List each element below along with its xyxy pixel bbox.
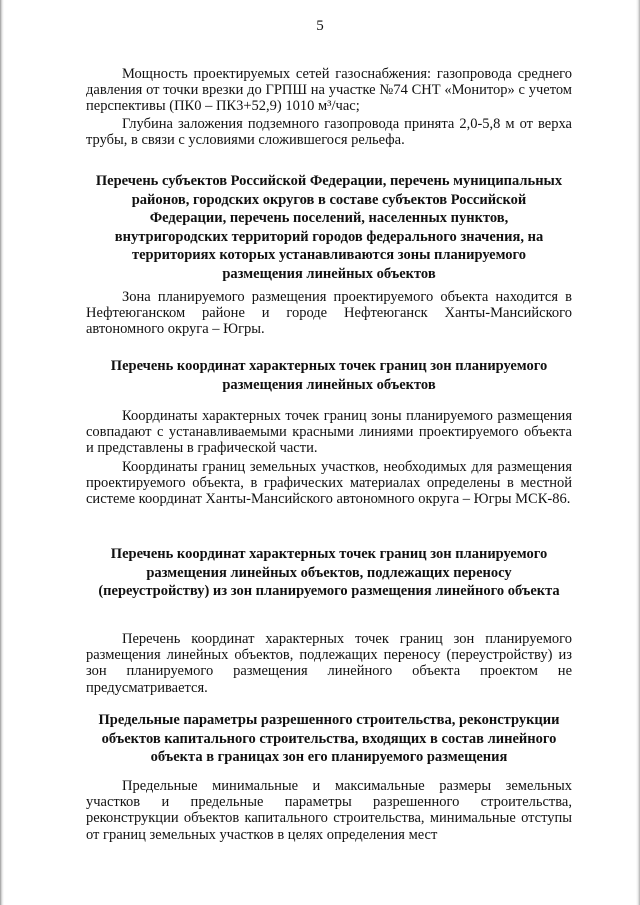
land-plots-paragraph: Координаты границ земельных участков, необходимых для размещения проектируемого объекта, в графических материалах определены в местной системе координат Ханты-Мансийского автономного округа – Югры МСК-86. bbox=[86, 459, 572, 508]
coordinates-paragraph: Координаты характерных точек границ зоны планируемого размещения совпадают с устанавливаемыми красными линиями проектируемого объекта и представлены в графической части. bbox=[86, 408, 572, 457]
depth-paragraph: Глубина заложения подземного газопровода принята 2,0-5,8 м от верха трубы, в связи с условиями сложившегося рельефа. bbox=[86, 116, 572, 149]
construction-limits-paragraph: Предельные минимальные и максимальные размеры земельных участков и предельные параметры разрешенного строительства, реконструкции объектов капитального строительства, минимальные отступы от границ земельных участков в целях определения мест bbox=[86, 778, 572, 843]
section-heading-coordinates: Перечень координат характерных точек границ зон планируемого размещения линейных объектов bbox=[110, 358, 548, 393]
relocation-paragraph: Перечень координат характерных точек границ зон планируемого размещения линейных объектов, подлежащих переносу (переустройству) из зон планируемого размещения линейного объекта проектом не предусматривается. bbox=[86, 631, 572, 696]
section-heading-territories: Перечень субъектов Российской Федерации, перечень муниципальных районов, городских округов в составе субъектов Российской Федерации, перечень поселений, населенных пунктов, внутригородских территорий городов федерального значения, на территориях которых устанавливаются зоны планируемого размещения линейных объектов bbox=[95, 173, 563, 282]
section-heading-construction-limits: Предельные параметры разрешенного строительства, реконструкции объектов капитального строительства, входящих в состав линейного объекта в границах зон его планируемого размещения bbox=[98, 712, 560, 766]
zone-location-paragraph: Зона планируемого размещения проектируемого объекта находится в Нефтеюганском районе и городе Нефтеюганск Ханты-Мансийского автономного округа – Югры. bbox=[86, 289, 572, 338]
capacity-paragraph: Мощность проектируемых сетей газоснабжения: газопровода среднего давления от точки врезки до ГРПШ на участке №74 СНТ «Монитор» с учетом перспективы (ПК0 – ПК3+52,9) 1010 м³/час; bbox=[86, 66, 572, 115]
scan-edge-left bbox=[0, 0, 4, 905]
page-number: 5 bbox=[316, 18, 324, 34]
section-heading-relocation: Перечень координат характерных точек границ зон планируемого размещения линейных объектов, подлежащих переносу (переустройству) из зон планируемого размещения линейного объекта bbox=[98, 546, 560, 600]
scan-edge-right bbox=[636, 0, 640, 905]
